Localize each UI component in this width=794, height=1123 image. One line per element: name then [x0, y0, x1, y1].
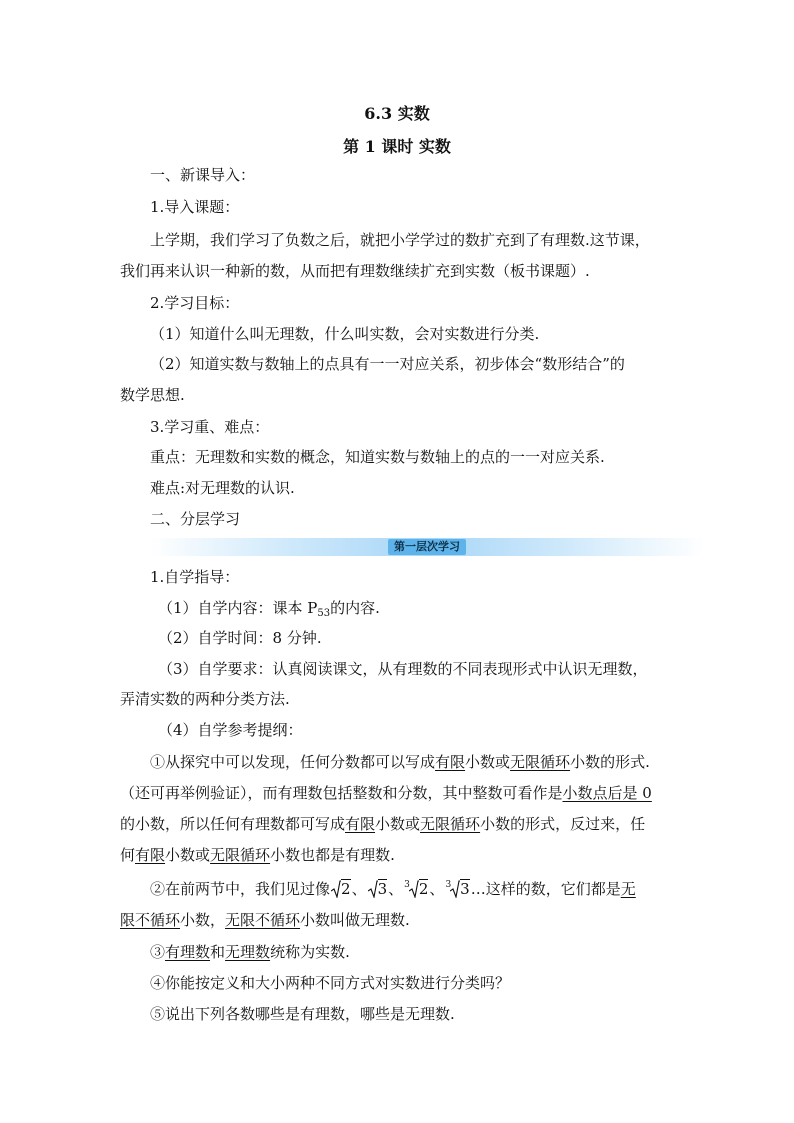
outline-text: 小数的形式. [570, 753, 650, 771]
outline-4: ④你能按定义和大小两种不同方式对实数进行分类吗？ [150, 974, 511, 992]
outline-text: 何 [120, 846, 136, 864]
radical-sign-icon [368, 880, 378, 898]
radicand: 2 [418, 880, 429, 898]
outline-text: 和 [210, 943, 226, 961]
outline-text: …这样的数，它们都是 [470, 880, 621, 898]
fill-answer: 有限 [345, 815, 376, 833]
intro-paragraph-line-1: 上学期，我们学习了负数之后，就把小学学过的数扩充到了有理数.这节课， [150, 231, 650, 249]
separator: 、 [429, 880, 445, 898]
outline-text: 小数或 [165, 846, 211, 864]
guide-item-3-line-2: 弄清实数的两种分类方法. [120, 690, 290, 708]
guide-item-1-text: （1）自学内容：课本 P [158, 599, 318, 617]
guide-item-4: （4）自学参考提纲： [158, 721, 303, 739]
goal-2-line-1: （2）知道实数与数轴上的点具有一一对应关系，初步体会“数形结合”的 [150, 355, 625, 373]
outline-1-line-3 [120, 814, 645, 834]
heading-key-points: 3.学习重、难点： [150, 418, 270, 436]
fill-answer: 有理数 [165, 943, 211, 961]
outline-5: ⑤说出下列各数哪些是有理数，哪些是无理数. [150, 1005, 455, 1023]
intro-paragraph-line-2: 我们再来认识一种新的数，从而把有理数继续扩充到实数（板书课题）. [120, 262, 590, 280]
level-banner-label: 第一层次学习 [388, 539, 466, 555]
outline-text: 小数的形式，反过来，任 [480, 815, 646, 833]
section-heading-intro: 一、新课导入： [150, 166, 256, 184]
fill-answer: 无 [620, 880, 636, 898]
radical-sign-icon [450, 880, 460, 898]
sqrt-3-expression [368, 879, 388, 899]
outline-text: 小数也都是有理数. [270, 846, 395, 864]
outline-text: ①从探究中可以发现，任何分数都可以写成 [150, 753, 436, 771]
root-index: 3 [445, 880, 452, 890]
goal-1: （1）知道什么叫无理数，什么叫实数，会对实数进行分类. [150, 325, 540, 343]
level-banner [150, 538, 704, 556]
heading-self-study-guide: 1.自学指导： [150, 568, 240, 586]
lesson-subtitle: 第 1 课时 实数 [343, 137, 451, 156]
outline-1-line-4 [120, 845, 395, 865]
radicand: 3 [460, 880, 470, 898]
outline-text: ②在前两节中，我们见过像 [150, 880, 331, 898]
fill-answer: 有限 [135, 846, 166, 864]
separator: 、 [388, 880, 404, 898]
cbrt-3-expression [445, 879, 469, 902]
outline-text: 小数或 [465, 753, 511, 771]
fill-answer: 限不循环 [120, 911, 181, 929]
outline-2-line-1 [150, 879, 636, 902]
fill-answer: 有限 [435, 753, 466, 771]
root-index: 3 [404, 880, 410, 890]
heading-learning-goals: 2.学习目标： [150, 294, 240, 312]
outline-text: 的小数，所以任何有理数都可写成 [120, 815, 346, 833]
radical-sign-icon [409, 880, 419, 898]
outline-number: ③ [150, 943, 166, 961]
guide-item-2: （2）自学时间：8 分钟. [158, 629, 322, 647]
section-heading-layered-study: 二、分层学习 [150, 510, 241, 528]
outline-text: 小数叫做无理数. [300, 911, 410, 929]
outline-text: （还可再举例验证），而有理数包括整数和分数，其中整数可看作是 [120, 784, 563, 802]
lesson-title: 6.3 实数 [364, 104, 430, 123]
radicand: 2 [341, 880, 351, 898]
outline-1-line-1 [150, 752, 650, 772]
fill-answer: 无限不循环 [225, 911, 301, 929]
outline-1-line-2 [120, 783, 652, 803]
guide-item-3-line-1: （3）自学要求：认真阅读课文，从有理数的不同表现形式中认识无理数， [158, 660, 648, 678]
outline-text: 小数， [180, 911, 226, 929]
page-subscript: 53 [317, 608, 331, 619]
fill-answer: 小数点后是 0 [562, 784, 652, 802]
separator: 、 [351, 880, 367, 898]
fill-answer: 无限循环 [420, 815, 481, 833]
guide-item-1 [158, 598, 380, 624]
radical-sign-icon [331, 880, 341, 898]
key-point: 重点：无理数和实数的概念，知道实数与数轴上的点的一一对应关系. [150, 448, 605, 466]
fill-answer: 无理数 [225, 943, 271, 961]
radicand: 3 [377, 880, 388, 898]
outline-text: 小数或 [375, 815, 421, 833]
difficult-point: 难点:对无理数的认识. [150, 479, 295, 497]
outline-text: 统称为实数. [270, 943, 350, 961]
cbrt-2-expression [404, 879, 428, 902]
outline-3 [150, 942, 350, 962]
guide-item-1-tail: 的内容. [330, 599, 380, 617]
heading-import-topic: 1.导入课题： [150, 198, 240, 216]
fill-answer: 无限循环 [210, 846, 271, 864]
goal-2-line-2: 数学思想. [120, 386, 185, 404]
outline-2-line-2 [120, 910, 410, 930]
fill-answer: 无限循环 [510, 753, 571, 771]
sqrt-2-expression [331, 879, 351, 899]
